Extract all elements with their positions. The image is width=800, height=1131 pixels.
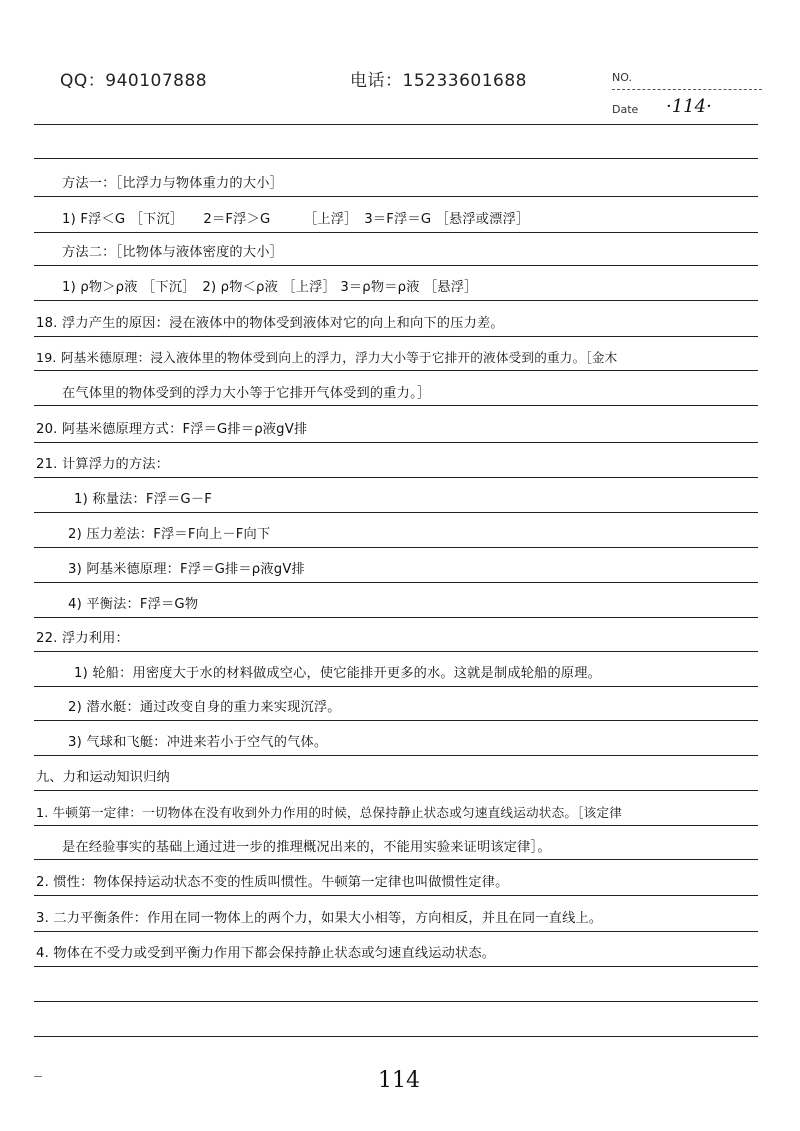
margin-mark <box>34 1076 42 1077</box>
rule-line <box>34 966 758 967</box>
rule-line <box>34 720 758 721</box>
item-22-3: 3) 气球和飞艇：冲进来若小于空气的气体。 <box>68 735 328 750</box>
method-two-heading: 方法二：［比物体与液体密度的大小］ <box>62 245 283 260</box>
newton-first-law: 1. 牛顿第一定律：一切物体在没有收到外力作用的时候，总保持静止状态或匀速直线运动状态。［该定律 <box>36 805 623 820</box>
item-18: 18. 浮力产生的原因：浸在液体中的物体受到液体对它的向上和向下的压力差。 <box>36 316 504 331</box>
rule-line <box>34 825 758 826</box>
item-21-1: 1) 称量法：F浮＝G－F <box>74 492 213 507</box>
date-label: Date <box>612 103 639 116</box>
rule-line <box>34 651 758 652</box>
rule-line <box>34 477 758 478</box>
rule-line <box>34 512 758 513</box>
item-22-2: 2) 潜水艇：通过改变自身的重力来实现沉浮。 <box>68 700 341 715</box>
inertia: 2. 惯性：物体保持运动状态不变的性质叫惯性。牛顿第一定律也叫做惯性定律。 <box>36 875 509 890</box>
rule-line <box>34 442 758 443</box>
item-22-1: 1) 轮船：用密度大于水的材料做成空心，使它能排开更多的水。这就是制成轮船的原理。 <box>74 666 602 681</box>
page-number: 114 <box>378 1068 420 1093</box>
qq-number: QQ：940107888 <box>60 71 208 91</box>
rule-line <box>34 158 758 159</box>
item-21-2: 2) 压力差法：F浮＝F向上－F向下 <box>68 527 271 542</box>
item-19-continued: 在气体里的物体受到的浮力大小等于它排开气体受到的重力。］ <box>62 386 431 401</box>
rule-line <box>34 265 758 266</box>
item-20: 20. 阿基米德原理方式：F浮＝G排＝ρ液gV排 <box>36 422 308 437</box>
newton-first-law-continued: 是在经验事实的基础上通过进一步的推理概况出来的，不能用实验来证明该定律］。 <box>62 840 551 855</box>
rule-line <box>34 790 758 791</box>
rule-line <box>34 686 758 687</box>
two-force-balance: 3. 二力平衡条件：作用在同一物体上的两个力，如果大小相等，方向相反，并且在同一直线上。 <box>36 911 603 926</box>
equilibrium-state: 4. 物体在不受力或受到平衡力作用下都会保持静止状态或匀速直线运动状态。 <box>36 946 496 961</box>
item-21-4: 4) 平衡法：F浮＝G物 <box>68 597 199 612</box>
method-one-heading: 方法一：［比浮力与物体重力的大小］ <box>62 176 283 191</box>
rule-line <box>34 895 758 896</box>
rule-line <box>34 405 758 406</box>
rule-line <box>34 232 758 233</box>
rule-line <box>34 370 758 371</box>
date-value: ·114· <box>666 96 712 117</box>
rule-line <box>34 582 758 583</box>
rule-line <box>34 1001 758 1002</box>
no-dashed-line <box>612 89 762 90</box>
rule-line <box>34 859 758 860</box>
item-21-3: 3) 阿基米德原理：F浮＝G排＝ρ液gV排 <box>68 562 305 577</box>
method-two-rules: 1) ρ物＞ρ液 ［下沉］ 2) ρ物＜ρ液 ［上浮］ 3＝ρ物＝ρ液 ［悬浮］ <box>62 280 478 295</box>
no-label: NO. <box>612 71 632 84</box>
rule-line <box>34 124 758 125</box>
item-19: 19. 阿基米德原理：浸入液体里的物体受到向上的浮力，浮力大小等于它排开的液体受到的重力。［金木 <box>36 350 618 365</box>
rule-line <box>34 547 758 548</box>
rule-line <box>34 931 758 932</box>
rule-line <box>34 196 758 197</box>
rule-line <box>34 1036 758 1037</box>
rule-line <box>34 300 758 301</box>
method-one-rules: 1) F浮＜G ［下沉］ 2＝F浮＞G ［上浮］ 3＝F浮＝G ［悬浮或漂浮］ <box>62 212 530 227</box>
item-22: 22. 浮力利用： <box>36 631 129 646</box>
rule-line <box>34 755 758 756</box>
section-nine-heading: 九、力和运动知识归纳 <box>36 770 170 785</box>
item-21: 21. 计算浮力的方法： <box>36 457 170 472</box>
rule-line <box>34 336 758 337</box>
phone-number: 电话：15233601688 <box>350 71 527 91</box>
rule-line <box>34 617 758 618</box>
